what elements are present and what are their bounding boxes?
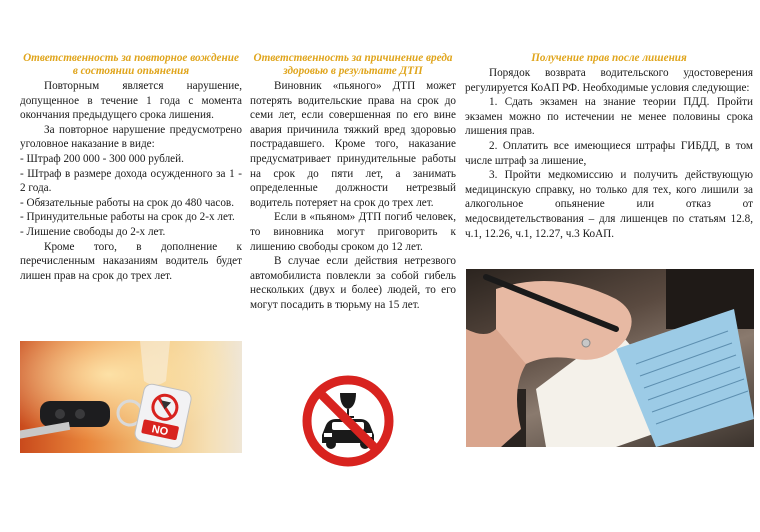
heading-repeat-offense: Ответственность за повторное вождение в состоянии опьянения: [23, 52, 239, 77]
paragraph: Если в «пьяном» ДТП погиб человек, то виновника могут приговорить к лишению свободы сроком до 12 лет.: [250, 211, 456, 253]
paragraph: За повторное нарушение предусмотрено уголовное наказание в виде:: [20, 123, 242, 151]
column3-body: [465, 66, 753, 241]
list-item: - Обязательные работы на срок до 480 часов.: [20, 196, 234, 209]
list-item: 3. Пройти медкомиссию и получить действующую медицинскую справку, но только для тех, кого лишили за алкогольное опьянение или отказ от медосвидетельствования – для лишенцев по статьям 12.8, ч.1, 12.26, ч.1, 12.27, ч.3 КоАП.: [465, 169, 753, 240]
tag-no-text: NO: [150, 423, 170, 439]
documents-photo-illustration: [466, 269, 754, 447]
documents-photo: [466, 269, 754, 447]
list-item: - Штраф в размере дохода осужденного за 1 - 2 года.: [20, 167, 242, 195]
column-license-return: [465, 52, 753, 241]
paragraph: Виновник «пьяного» ДТП может потерять водительские права на срок до семи лет, если совершенная по его вине авария причинила тяжкий вред здоровью пострадавшего. Кроме того, наказание предусматривает принудительные работы на срок до пяти лет, а занимать определенные должности нетрезвый водитель потеряет на срок до трех лет.: [250, 80, 456, 209]
paragraph: Повторным является нарушение, допущенное в течение 1 года с момента окончания предыдущего срока лишения.: [20, 80, 242, 122]
list-item: - Принудительные работы на срок до 2-х лет.: [20, 211, 235, 224]
keys-photo-illustration: [20, 341, 242, 453]
no-drink-driving-icon: [302, 375, 394, 467]
list-item: 2. Оплатить все имеющиеся штрафы ГИБДД, в том числе штраф за лишение,: [465, 139, 753, 167]
column-repeat-offense: [20, 52, 242, 283]
paragraph: Кроме того, в дополнение к перечисленным наказаниям водитель будет лишен прав на срок до трех лет.: [20, 240, 242, 282]
keys-photo: [20, 341, 242, 453]
heading-license-return: Получение прав после лишения: [531, 52, 687, 64]
list-item: - Лишение свободы до 2-х лет.: [20, 225, 166, 238]
list-item: - Штраф 200 000 - 300 000 рублей.: [20, 152, 184, 165]
paragraph: В случае если действия нетрезвого автомобилиста повлекли за собой гибель нескольких (двух и более) людей, то его могут посадить в тюрьму на 15 лет.: [250, 255, 456, 311]
heading-health-damage: Ответственность за причинение вреда здоровью в результате ДТП: [253, 52, 453, 77]
column2-body: [250, 79, 456, 313]
paragraph: Порядок возврата водительского удостоверения регулируется КоАП РФ. Необходимые условия следующие:: [465, 67, 753, 94]
column1-body: [20, 79, 242, 283]
list-item: 1. Сдать экзамен на знание теории ПДД. Пройти экзамен можно по истечении не менее половины срока лишения прав.: [465, 96, 753, 138]
column-health-damage: [250, 52, 456, 313]
